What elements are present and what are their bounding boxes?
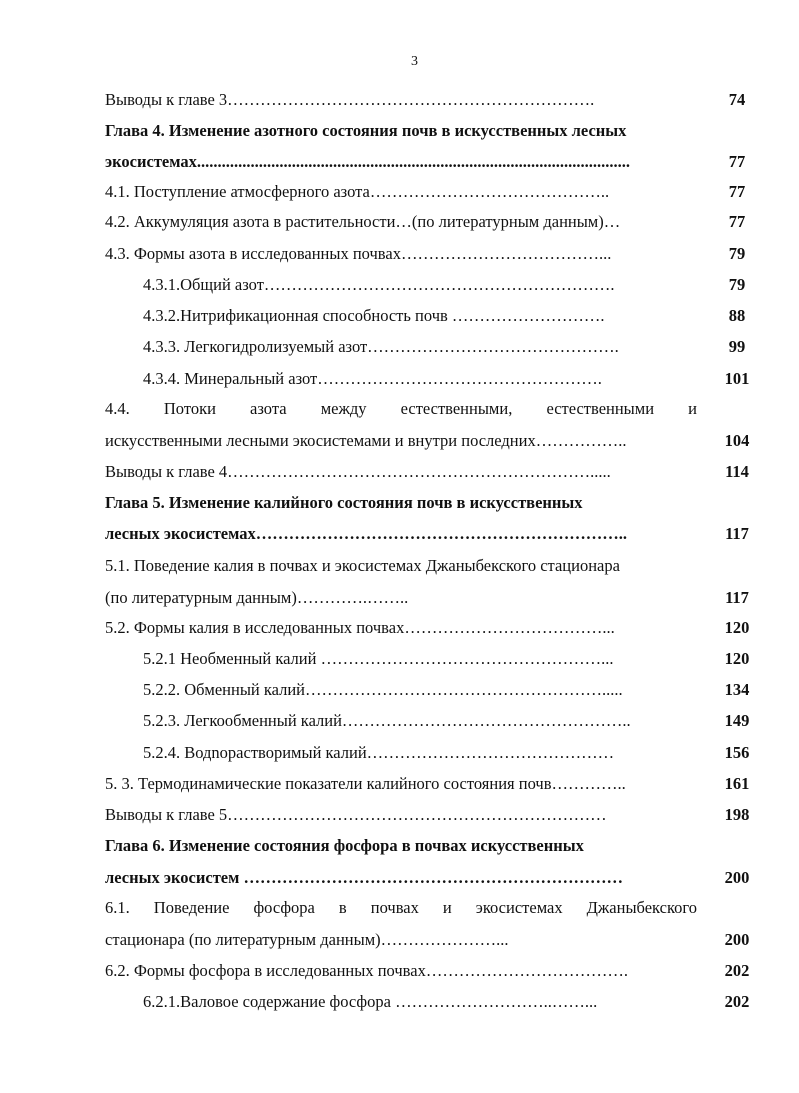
toc-entry-conclusions-ch3: Выводы к главе 3………………………………………………………….: [105, 90, 595, 109]
toc-page-number: 161: [724, 774, 750, 793]
toc-chapter-4-heading-cont: экосистемах.........................................................................................................: [105, 152, 631, 171]
page-number: 3: [411, 54, 418, 69]
toc-page-number: 77: [728, 152, 746, 171]
toc-chapter-4-heading: Глава 4. Изменение азотного состояния почв в искусственных лесных: [105, 121, 627, 140]
toc-page-number: 200: [724, 930, 750, 949]
toc-page-number: 99: [728, 337, 746, 356]
toc-page-number: 134: [724, 680, 750, 699]
toc-entry-5-2-2: 5.2.2. Обменный калий……………………………………………….....: [143, 680, 623, 699]
toc-page-number: 117: [725, 588, 749, 607]
toc-entry-4-3-4: 4.3.4. Минеральный азот…………………………………………….: [143, 369, 602, 388]
toc-entry-6-2-1: 6.2.1.Валовое содержание фосфора ………………………..……...: [143, 992, 598, 1011]
toc-page-number: 74: [728, 90, 746, 109]
toc-entry-5-2: 5.2. Формы калия в исследованных почвах………………………………...: [105, 618, 615, 637]
toc-chapter-6-heading: Глава 6. Изменение состояния фосфора в почвах искусственных: [105, 836, 584, 855]
toc-entry-5-1: 5.1. Поведение калия в почвах и экосистемах Джаныбекского стационара: [105, 556, 620, 575]
toc-entry-6-1: 6.1. Поведение фосфора в почвах и экосистемах Джаныбекского: [105, 898, 697, 917]
toc-entry-5-2-4: 5.2.4. Водnoрастворимый калий………………………………………: [143, 743, 615, 762]
toc-entry-4-3-3: 4.3.3. Легкогидролизуемый азот……………………………………….: [143, 337, 619, 356]
toc-entry-4-2: 4.2. Аккумуляция азота в растительности…(по литературным данным)…: [105, 212, 621, 231]
toc-entry-4-1: 4.1. Поступление атмосферного азота……………………………………..: [105, 182, 610, 201]
toc-entry-6-1-cont: стационара (по литературным данным)…………………...: [105, 930, 509, 949]
toc-page-number: 77: [728, 182, 746, 201]
toc-page-number: 202: [724, 992, 750, 1011]
toc-chapter-5-heading-cont: лесных экосистемах…………………………………………………………..: [105, 524, 627, 543]
toc-entry-conclusions-ch4: Выводы к главе 4………………………………………………………….....: [105, 462, 611, 481]
toc-page-number: 149: [724, 711, 750, 730]
toc-entry-4-3-1: 4.3.1.Общий азот……………………………………………………….: [143, 275, 615, 294]
toc-entry-5-2-3: 5.2.3. Легкообменный калий……………………………………………..: [143, 711, 631, 730]
toc-chapter-6-heading-cont: лесных экосистем ……………………………………………………………: [105, 868, 623, 887]
toc-page-number: 77: [728, 212, 746, 231]
toc-page-number: 114: [725, 462, 749, 481]
toc-chapter-5-heading: Глава 5. Изменение калийного состояния почв в искусственных: [105, 493, 583, 512]
toc-page-number: 79: [728, 275, 746, 294]
toc-entry-4-4-cont: искусственными лесными экосистемами и внутри последних……………..: [105, 431, 627, 450]
toc-entry-5-3: 5. 3. Термодинамические показатели калийного состояния почв…………..: [105, 774, 626, 793]
toc-page-number: 104: [724, 431, 750, 450]
toc-entry-4-4: 4.4. Потоки азота между естественными, естественными и: [105, 399, 697, 418]
toc-page-number: 156: [724, 743, 750, 762]
toc-page-number: 88: [728, 306, 746, 325]
toc-entry-5-2-1: 5.2.1 Необменный калий ……………………………………………...: [143, 649, 614, 668]
toc-page-number: 120: [724, 618, 750, 637]
toc-page-number: 200: [724, 868, 750, 887]
toc-page-number: 117: [725, 524, 749, 543]
toc-page-number: 101: [724, 369, 750, 388]
toc-entry-5-1-cont: (по литературным данным)………….……..: [105, 588, 409, 607]
toc-page-number: 202: [724, 961, 750, 980]
toc-page-number: 198: [724, 805, 750, 824]
toc-page-number: 120: [724, 649, 750, 668]
toc-entry-4-3-2: 4.3.2.Нитрификационная способность почв ……………………….: [143, 306, 605, 325]
toc-page-number: 79: [728, 244, 746, 263]
toc-entry-conclusions-ch5: Выводы к главе 5……………………………………………………………: [105, 805, 607, 824]
toc-entry-4-3: 4.3. Формы азота в исследованных почвах………………………………...: [105, 244, 612, 263]
toc-entry-6-2: 6.2. Формы фосфора в исследованных почвах……………………………….: [105, 961, 628, 980]
